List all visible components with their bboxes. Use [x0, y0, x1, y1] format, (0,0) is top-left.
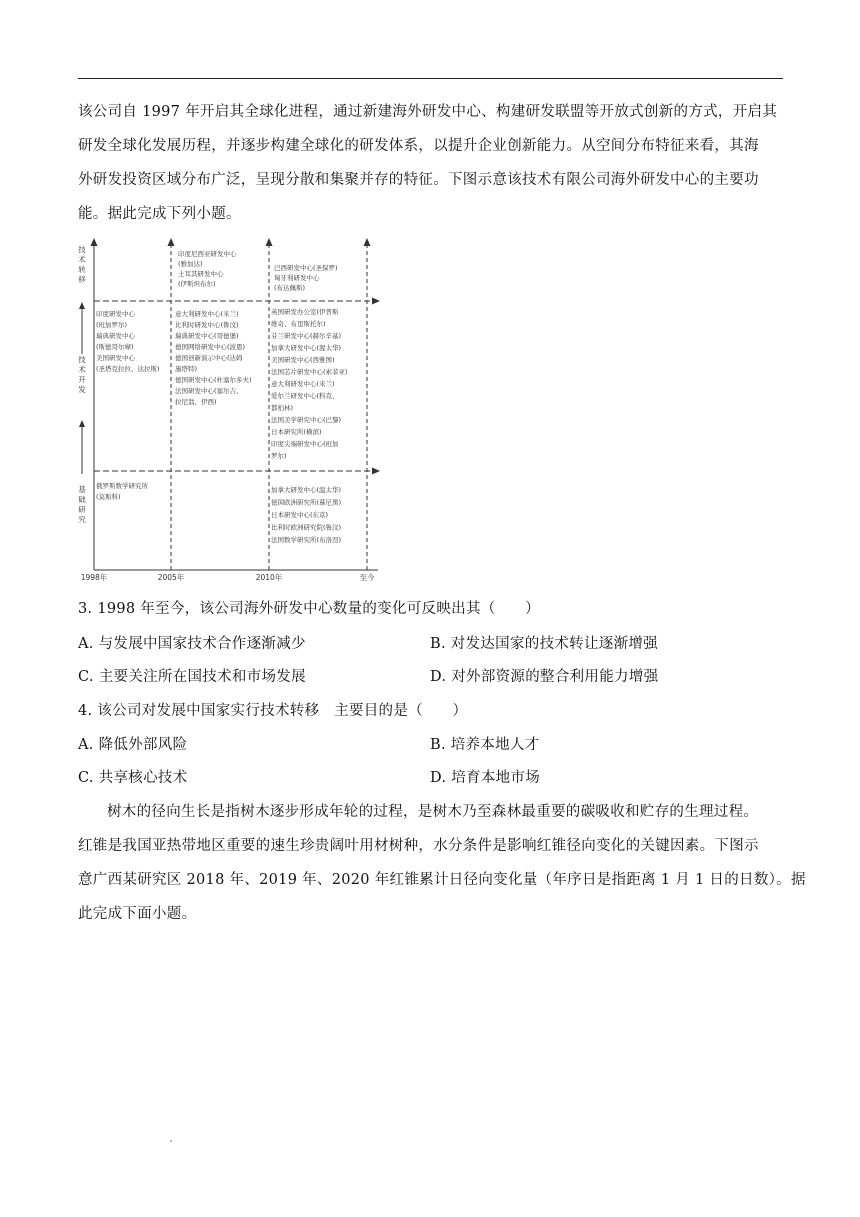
- passage2-line: 红锥是我国亚热带地区重要的速生珍贵阔叶用材树种，水分条件是影响红锥径向变化的关键因素。下图示: [78, 838, 759, 854]
- cell-dev-2010: 罗尔): [271, 452, 287, 460]
- passage2-line: 此完成下面小题。: [78, 906, 197, 922]
- y-axis-label-char: 技: [78, 355, 86, 364]
- cell-dev-2005: 德国网络研发中心(波恩): [175, 343, 246, 351]
- cell-basic-1998: (莫斯科): [96, 493, 121, 501]
- rd-centers-figure: [78, 234, 390, 584]
- y-axis-label-char: 研: [78, 505, 86, 514]
- y-axis-label-char: 究: [78, 515, 86, 524]
- cell-dev-2010: 法国芯片研发中心(索菲亚): [271, 368, 348, 376]
- cell-transfer-2010: 巴西研发中心(圣保罗): [274, 264, 338, 272]
- cell-transfer-2005: (伊斯坦布尔): [178, 280, 216, 288]
- y-axis-label-char: 技: [78, 245, 86, 254]
- rd-centers-diagram: [78, 234, 390, 584]
- intro-line: 外研发投资区域分布广泛，呈现分散和集聚并存的特征。下图示意该技术有限公司海外研发中心的主要功: [78, 172, 759, 188]
- y-axis-label-char: 转: [78, 265, 86, 274]
- cell-dev-1998: (斯德哥尔摩): [96, 343, 134, 351]
- cell-basic-1998: 俄罗斯数学研究所: [96, 482, 148, 490]
- cell-dev-2005: 瑞典研发中心(哥德堡): [175, 332, 239, 340]
- cell-dev-2005: 意大利研发中心(米兰): [175, 310, 239, 318]
- arrow-2005-icon: [168, 238, 175, 246]
- q4-option-b[interactable]: B. 培养本地人才: [430, 737, 540, 753]
- y-axis-label-char: 础: [78, 495, 86, 504]
- cell-dev-2010: 芬兰研发中心(赫尔辛基): [271, 332, 342, 340]
- side-arrow-2-icon: [79, 420, 85, 427]
- y-axis-label-char: 移: [78, 275, 86, 284]
- cell-dev-2005: 德国研发中心(杜塞尔多夫): [175, 376, 252, 384]
- intro-line: 能。据此完成下列小题。: [78, 206, 241, 222]
- row-arrow-1-icon: [372, 298, 380, 305]
- cell-dev-1998: (圣塔克拉拉、达拉斯): [96, 365, 160, 373]
- cell-dev-2010: 法国美学研究中心(巴黎): [271, 416, 342, 424]
- intro-line: 该公司自 1997 年开启其全球化进程，通过新建海外研发中心、构建研发联盟等开放式创新的方式，开启其: [78, 104, 778, 120]
- row-arrow-2-icon: [372, 468, 380, 475]
- q4-stem: 4. 该公司对发展中国家实行技术转移 主要目的是（ ）: [78, 703, 468, 719]
- cell-dev-2005: 比利时研发中心(鲁汶): [175, 321, 239, 329]
- cell-dev-2010: 维奇、布里斯托尔): [271, 320, 326, 328]
- cell-dev-1998: (班加罗尔): [96, 321, 128, 329]
- cell-transfer-2005: 印度尼西亚研发中心: [178, 250, 237, 258]
- page-mark: [170, 1140, 172, 1142]
- cell-transfer-2010: 匈牙利研发中心: [274, 274, 320, 282]
- intro-paragraph: [78, 95, 784, 231]
- arrow-now-icon: [364, 238, 371, 246]
- cell-dev-1998: 美国研发中心: [96, 354, 135, 362]
- x-tick-label: 2010年: [255, 573, 283, 582]
- y-axis-label-char: 基: [78, 485, 86, 494]
- side-arrow-1-icon: [79, 302, 85, 309]
- y-axis-label-char: 术: [78, 365, 86, 374]
- cell-transfer-2005: 土耳其研发中心: [178, 270, 224, 278]
- cell-dev-1998: 瑞典研发中心: [96, 332, 135, 340]
- y-axis-arrow-icon: [91, 238, 98, 246]
- x-tick-label: 1998年: [80, 573, 108, 582]
- cell-transfer-2005: (雅加达): [178, 260, 203, 268]
- passage2-paragraph: [78, 795, 806, 931]
- cell-basic-2010: 日本研发中心(东京): [271, 511, 329, 519]
- intro-line: 研发全球化发展历程，并逐步构建全球化的研发体系，以提升企业创新能力。从空间分布特征来看，其海: [78, 138, 759, 154]
- cell-dev-1998: 印度研发中心: [96, 310, 135, 318]
- q4-option-d[interactable]: D. 培育本地市场: [430, 770, 541, 786]
- cell-dev-2010: 意大利研发中心(米兰): [271, 380, 335, 388]
- cell-basic-2010: 法国数学研究所(布洛涅): [271, 536, 342, 544]
- q3-option-c[interactable]: C. 主要关注所在国技术和市场发展: [78, 669, 306, 685]
- cell-basic-2010: 比利时欧洲研究院(鲁汶): [271, 523, 342, 532]
- arrow-2010-icon: [266, 238, 273, 246]
- cell-dev-2005: 施塔特): [175, 365, 198, 373]
- y-axis-label-char: 发: [78, 385, 86, 394]
- passage2-line: 树木的径向生长是指树木逐步形成年轮的过程，是树木乃至森林最重要的碳吸收和贮存的生理过程。: [107, 804, 759, 820]
- q3-option-a[interactable]: A. 与发展中国家技术合作逐渐减少: [78, 636, 306, 652]
- cell-transfer-2010: (布达佩斯): [274, 284, 306, 292]
- q3-option-d[interactable]: D. 对外部资源的整合利用能力增强: [430, 669, 659, 685]
- cell-dev-2010: 美国研发中心(西雅图): [271, 356, 335, 364]
- q3-option-b[interactable]: B. 对发达国家的技术转让逐渐增强: [430, 636, 658, 652]
- cell-dev-2005: 拉尼翁、伊西): [175, 398, 217, 406]
- cell-basic-2010: 德国欧洲研究所(慕尼黑): [271, 498, 342, 507]
- header-rule: [78, 78, 783, 79]
- cell-dev-2005: 法国研发中心(塞尔吉、: [175, 387, 243, 395]
- cell-dev-2010: 印度尖端研发中心(班加: [271, 440, 339, 448]
- cell-dev-2010: 加拿大研发中心(渥太华): [271, 344, 342, 352]
- y-axis-label-char: 术: [78, 255, 86, 264]
- cell-dev-2005: 德国创新演示中心(达姆: [175, 354, 243, 362]
- q3-stem: 3. 1998 年至今，该公司海外研发中心数量的变化可反映出其（ ）: [78, 601, 540, 617]
- cell-dev-2010: 爱尔兰研发中心(科克、: [271, 392, 339, 400]
- cell-basic-2010: 加拿大研发中心(温太华): [271, 486, 342, 494]
- cell-dev-2010: 日本研究所(横滨): [271, 428, 322, 436]
- y-axis-label-char: 开: [78, 375, 86, 384]
- cell-dev-2010: 都柏林): [271, 404, 294, 412]
- x-tick-label: 至今: [359, 573, 375, 582]
- q4-option-c[interactable]: C. 共享核心技术: [78, 770, 188, 786]
- cell-dev-2010: 英国研发办公室(伊普斯: [271, 308, 339, 316]
- passage2-line: 意广西某研究区 2018 年、2019 年、2020 年红锥累计日径向变化量（年序日是指距离 1 月 1 日的日数）。据: [78, 872, 806, 888]
- x-tick-label: 2005年: [157, 573, 185, 582]
- q4-option-a[interactable]: A. 降低外部风险: [78, 737, 188, 753]
